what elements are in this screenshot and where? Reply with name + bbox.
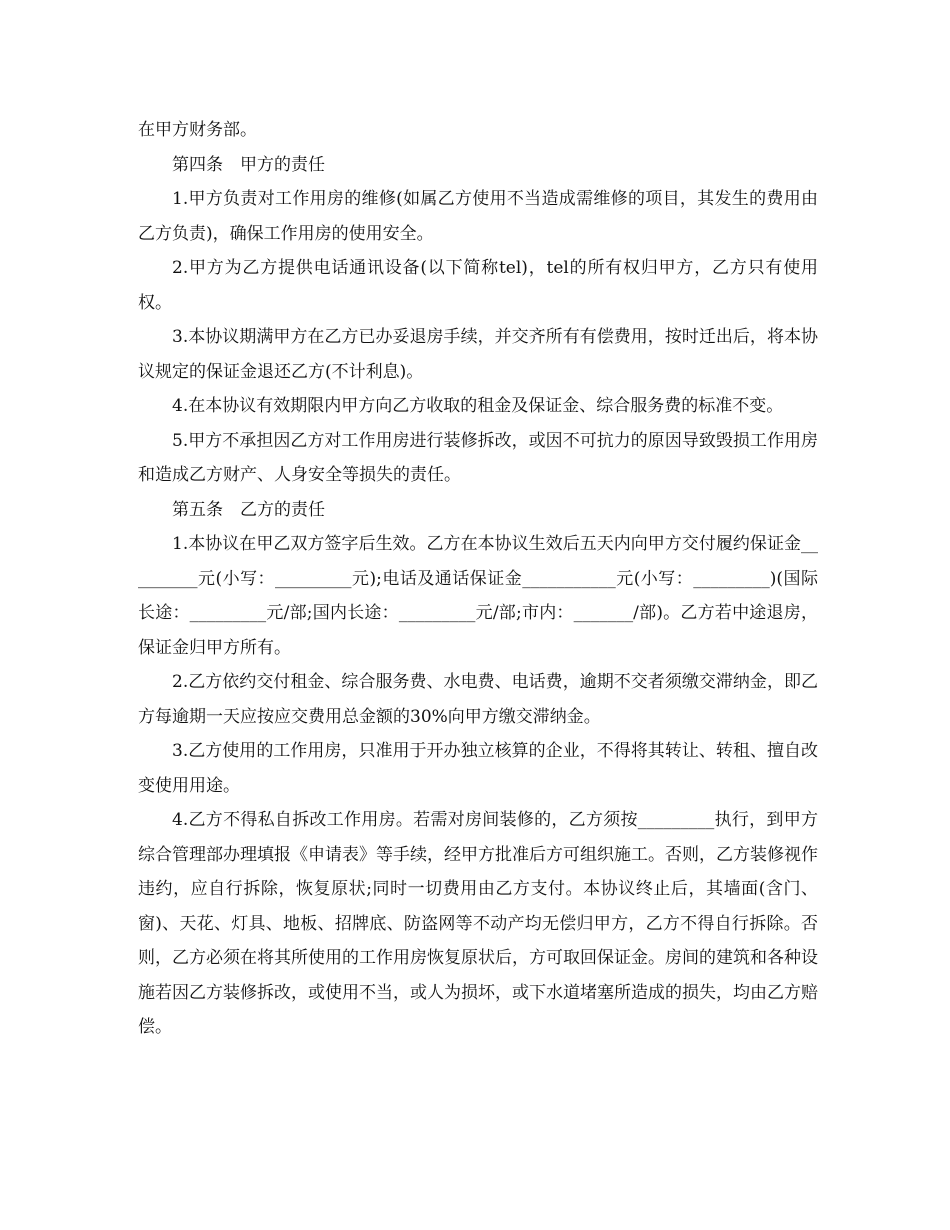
paragraph-continuation: 在甲方财务部。: [138, 120, 257, 140]
clause-4-3: 3.本协议期满甲方在乙方已办妥退房手续，并交齐所有有偿费用，按时迁出后，将本协议规定的保证金退还乙方(不计利息)。: [138, 327, 818, 382]
section-heading-article-5: 第五条 乙方的责任: [172, 499, 325, 520]
document-body: [138, 113, 818, 1045]
clause-4-2: 2.甲方为乙方提供电话通讯设备(以下简称tel)，tel的所有权归甲方，乙方只有使用权。: [138, 258, 818, 313]
clause-4-5: 5.甲方不承担因乙方对工作用房进行装修拆改，或因不可抗力的原因导致毁损工作用房和造成乙方财产、人身安全等损失的责任。: [138, 430, 818, 485]
clause-4-4: 4.在本协议有效期限内甲方向乙方收取的租金及保证金、综合服务费的标准不变。: [172, 396, 784, 416]
clause-5-3: 3.乙方使用的工作用房，只准用于开办独立核算的企业，不得将其转让、转租、擅自改变使用用途。: [138, 741, 818, 796]
clause-5-4: 4.乙方不得私自拆改工作用房。若需对房间装修的，乙方须按_________执行，到甲方综合管理部办理填报《申请表》等手续，经甲方批准后方可组织施工。否则，乙方装修视作违约，应自行拆除，恢复原状;同时一切费用由乙方支付。本协议终止后，其墙面(含门、窗)、天花、灯具、地板、招牌底、防盗网等不动产均无偿归甲方，乙方不得自行拆除。否则，乙方必须在将其所使用的工作用房恢复原状后，方可取回保证金。房间的建筑和各种设施若因乙方装修拆改，或使用不当，或人为损坏，或下水道堵塞所造成的损失，均由乙方赔偿。: [138, 810, 818, 1037]
section-heading-article-4: 第四条 甲方的责任: [172, 154, 325, 175]
clause-5-1: 1.本协议在甲乙双方签字后生效。乙方在本协议生效后五天内向甲方交付履约保证金_________元(小写：_________元);电话及通话保证金___________元(小写：_________)(国际长途：_________元/部;国内长途：_________元/部;市内：_______/部)。乙方若中途退房，保证金归甲方所有。: [138, 534, 818, 658]
clause-5-2: 2.乙方依约交付租金、综合服务费、水电费、电话费，逾期不交者须缴交滞纳金，即乙方每逾期一天应按应交费用总金额的30%向甲方缴交滞纳金。: [138, 672, 818, 727]
clause-4-1: 1.甲方负责对工作用房的维修(如属乙方使用不当造成需维修的项目，其发生的费用由乙方负责)，确保工作用房的使用安全。: [138, 189, 818, 244]
